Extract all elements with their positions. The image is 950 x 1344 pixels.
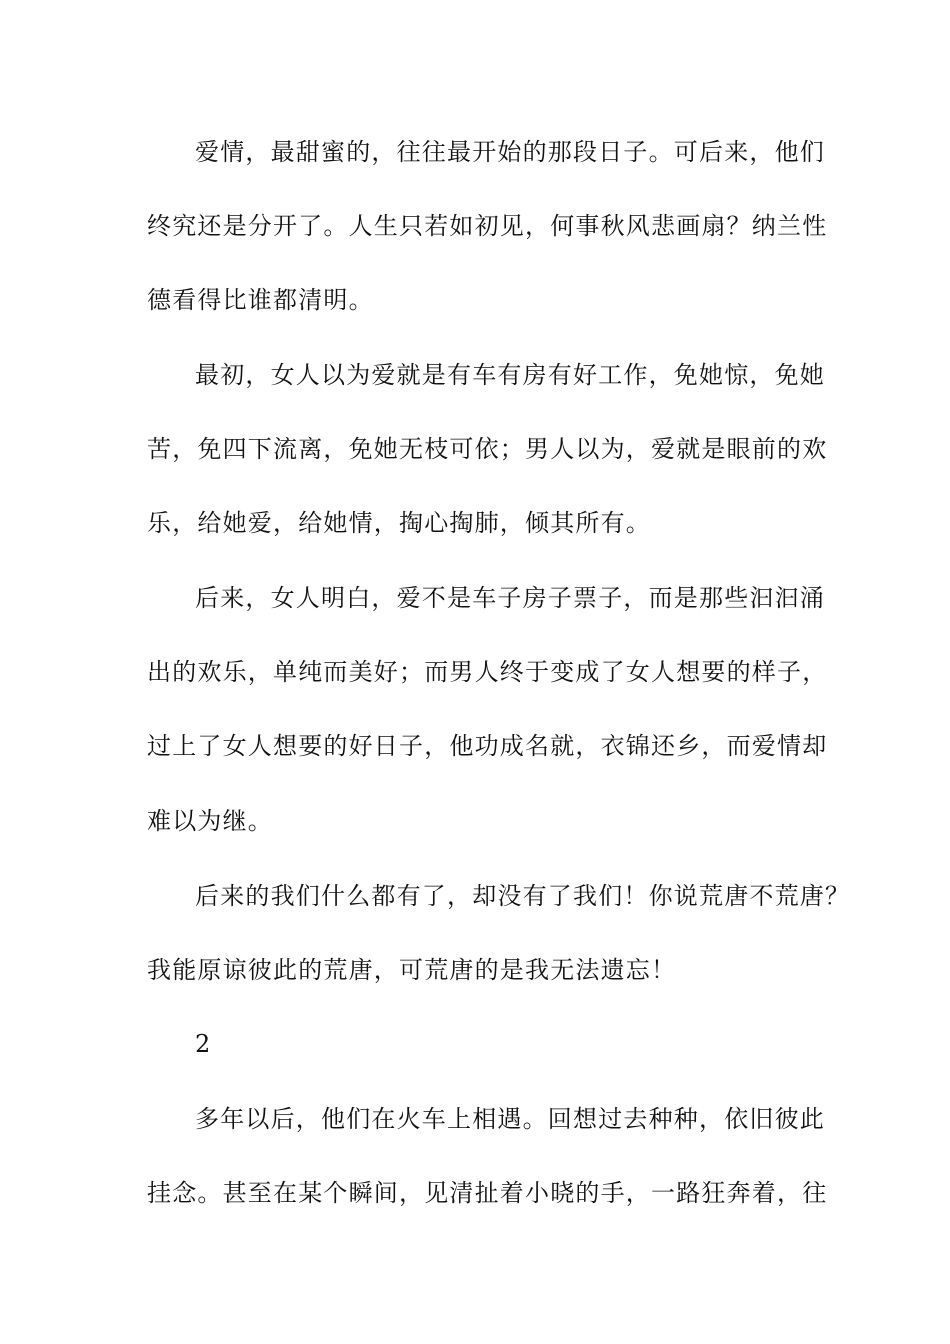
paragraph-1-line-2: 终究还是分开了。人生只若如初见，何事秋风悲画扇？纳兰性 <box>147 212 828 240</box>
paragraph-3-line-1: 后来，女人明白，爱不是车子房子票子，而是那些汩汩涌 <box>195 584 825 612</box>
paragraph-4-line-1: 后来的我们什么都有了，却没有了我们！你说荒唐不荒唐？ <box>195 882 851 910</box>
section-number: 2 <box>195 1030 212 1058</box>
paragraph-3-line-3: 过上了女人想要的好日子，他功成名就，衣锦还乡，而爱情却 <box>147 732 828 760</box>
paragraph-4-line-2: 我能原谅彼此的荒唐，可荒唐的是我无法遗忘！ <box>147 956 677 984</box>
paragraph-2-line-3: 乐，给她爱，给她情，掏心掏肺，倾其所有。 <box>147 509 651 537</box>
paragraph-2-line-1: 最初，女人以为爱就是有车有房有好工作，免她惊，免她 <box>195 361 825 389</box>
paragraph-1-line-3: 德看得比谁都清明。 <box>147 286 374 314</box>
paragraph-2-line-2: 苦，免四下流离，免她无枝可依；男人以为，爱就是眼前的欢 <box>147 435 828 463</box>
paragraph-6-line-1: 多年以后，他们在火车上相遇。回想过去种种，依旧彼此 <box>195 1105 825 1133</box>
paragraph-1-line-1: 爱情，最甜蜜的，往往最开始的那段日子。可后来，他们 <box>195 138 825 166</box>
paragraph-3-line-2: 出的欢乐，单纯而美好；而男人终于变成了女人想要的样子， <box>147 658 828 686</box>
paragraph-6-line-2: 挂念。甚至在某个瞬间，见清扯着小晓的手，一路狂奔着，往 <box>147 1179 828 1207</box>
paragraph-3-line-4: 难以为继。 <box>147 807 273 835</box>
